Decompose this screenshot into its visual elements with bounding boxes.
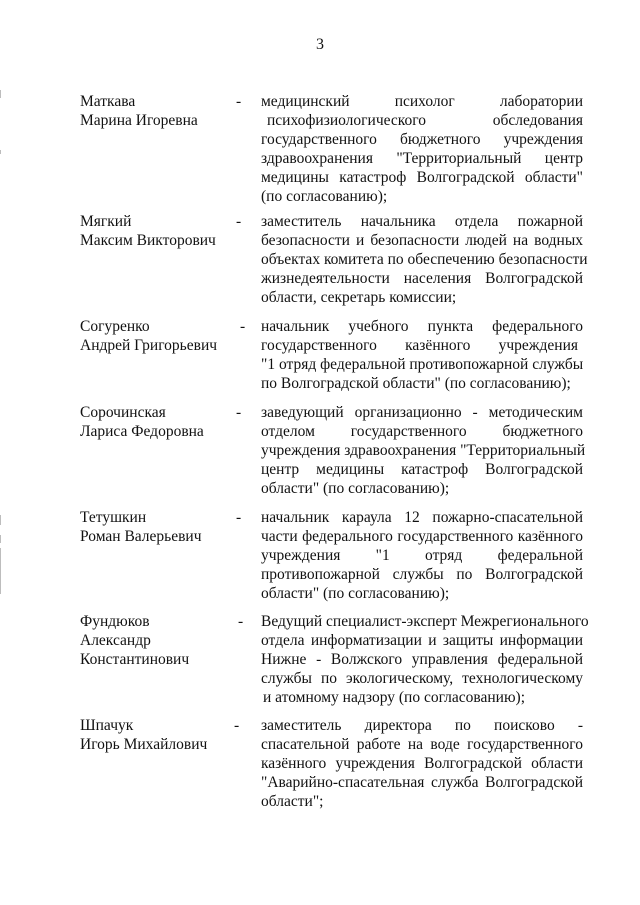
position-line: "Аварийно-спасательная служба Волгоградской xyxy=(261,774,583,791)
position-line: заместитель директора по поисково - xyxy=(261,717,583,734)
entry-dash: - xyxy=(236,404,242,421)
position-line: психофизиологического обследования xyxy=(267,112,583,129)
member-given-names: Роман Валерьевич xyxy=(80,528,202,545)
position-line: области" (по согласованию); xyxy=(261,480,450,497)
position-line: казённого учреждения Волгоградской области xyxy=(261,755,583,772)
position-line: области"; xyxy=(261,793,324,810)
position-line: государственного казённого учреждения xyxy=(261,337,578,354)
scan-margin-marks xyxy=(0,0,3,905)
position-line: спасательной работе на воде государственного xyxy=(261,736,583,753)
position-line: Ведущий специалист-эксперт Межрегионального xyxy=(261,613,589,630)
member-given-names: Игорь Михайлович xyxy=(80,736,208,753)
member-given-names: Максим Викторович xyxy=(80,232,216,249)
position-line: учреждения здравоохранения "Территориальный xyxy=(261,442,586,459)
member-given-names: Лариса Федоровна xyxy=(80,423,204,440)
member-position xyxy=(261,612,589,707)
page-number: 3 xyxy=(316,36,324,53)
position-line: объектах комитета по обеспечению безопасности xyxy=(261,251,588,268)
entry-dash: - xyxy=(238,613,244,630)
member-surname: Шпачук xyxy=(80,717,134,734)
member-position xyxy=(261,317,583,393)
position-line: жизнедеятельности населения Волгоградской xyxy=(261,270,583,287)
position-line: отдела информатизации и защиты информации xyxy=(261,632,583,649)
entry-dash: - xyxy=(236,509,242,526)
position-line: медицины катастроф Волгоградской области" xyxy=(261,169,583,186)
member-surname: Тетушкин xyxy=(80,509,147,526)
member-name xyxy=(80,317,230,355)
position-line: службы по экологическому, технологическому xyxy=(261,670,583,687)
member-surname: Мягкий xyxy=(80,213,132,230)
position-line: учреждения "1 отряд федеральной xyxy=(261,547,583,564)
position-line: безопасности и безопасности людей на водных xyxy=(261,232,583,249)
position-line: отделом государственного бюджетного xyxy=(261,423,583,440)
position-line: и атомному надзору (по согласованию); xyxy=(263,689,526,706)
member-given-names: Александр xyxy=(80,632,151,649)
position-line: "1 отряд федеральной противопожарной службы xyxy=(261,356,584,373)
member-position xyxy=(261,212,588,307)
position-line: начальник караула 12 пожарно-спасательной xyxy=(261,509,583,526)
position-line: начальник учебного пункта федерального xyxy=(261,318,583,335)
entry-dash: - xyxy=(236,213,242,230)
member-surname: Сорочинская xyxy=(80,404,166,421)
member-given-names: Андрей Григорьевич xyxy=(80,337,218,354)
member-name xyxy=(80,212,230,250)
position-line: части федерального государственного казённого xyxy=(261,528,583,545)
member-given-names: Марина Игоревна xyxy=(80,112,198,129)
entry-dash: - xyxy=(234,717,240,734)
member-surname: Маткава xyxy=(80,93,136,110)
member-position xyxy=(261,508,583,603)
member-surname: Фундюков xyxy=(80,613,150,630)
member-surname: Согуренко xyxy=(80,318,150,335)
member-position xyxy=(261,403,586,498)
position-line: медицинский психолог лаборатории xyxy=(261,93,583,110)
position-line: заведующий организационно - методическим xyxy=(261,404,583,421)
member-patronymic: Константинович xyxy=(80,651,190,668)
position-line: области" (по согласованию); xyxy=(261,585,450,602)
member-name xyxy=(80,508,230,546)
position-line: по Волгоградской области" (по согласованию); xyxy=(261,375,571,392)
position-line: области, секретарь комиссии; xyxy=(261,289,457,306)
position-line: (по согласованию); xyxy=(261,188,388,205)
entry-dash: - xyxy=(236,93,242,110)
position-line: здравоохранения "Территориальный центр xyxy=(261,150,583,167)
member-name xyxy=(80,716,230,754)
member-position xyxy=(261,92,583,206)
position-line: государственного бюджетного учреждения xyxy=(261,131,583,148)
entry-dash: - xyxy=(240,318,246,335)
position-line: противопожарной службы по Волгоградской xyxy=(261,566,583,583)
member-name xyxy=(80,403,230,441)
member-name xyxy=(80,92,230,130)
position-line: Нижне - Волжского управления федеральной xyxy=(261,651,583,668)
member-position xyxy=(261,716,583,811)
member-name xyxy=(80,612,230,669)
position-line: центр медицины катастроф Волгоградской xyxy=(261,461,583,478)
position-line: заместитель начальника отдела пожарной xyxy=(261,213,583,230)
